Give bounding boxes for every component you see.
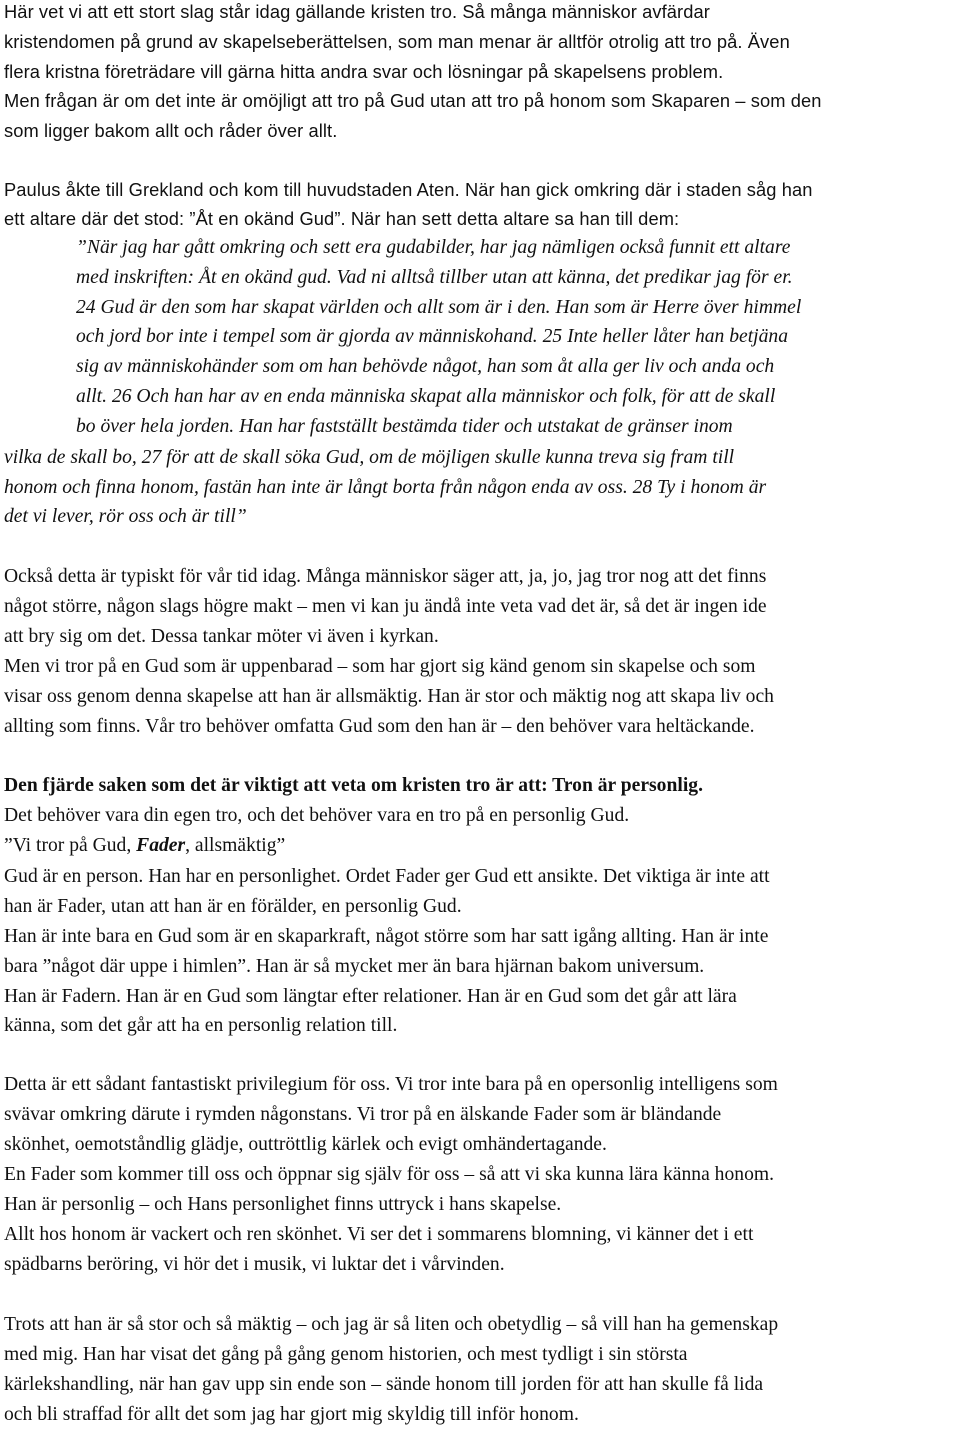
text-line: som ligger bakom allt och råder över allt.: [4, 120, 338, 141]
quote-line: vilka de skall bo, 27 för att de skall söka Gud, om de möjligen skulle kunna treva sig fram till: [4, 447, 735, 468]
text-line: Också detta är typiskt för vår tid idag. Många människor säger att, ja, jo, jag tror nog att det finns: [4, 566, 767, 587]
quote-line: ”När jag har gått omkring och sett era gudabilder, har jag nämligen också funnit ett altare: [76, 237, 791, 258]
text-line: Han är personlig – och Hans personlighet finns uttryck i hans skapelse.: [4, 1194, 562, 1215]
creed-emphasis: Fader: [136, 835, 186, 856]
text-line: Paulus åkte till Grekland och kom till huvudstaden Aten. När han gick omkring där i staden såg han: [4, 179, 813, 200]
text-line: Han är Fadern. Han är en Gud som längtar efter relationer. Han är en Gud som det går att lära: [4, 986, 737, 1007]
text-line: att bry sig om det. Dessa tankar möter vi även i kyrkan.: [4, 626, 439, 647]
text-line: han är Fader, utan att han är en förälder, en personlig Gud.: [4, 896, 462, 917]
creed-text-end: , allsmäktig”: [185, 835, 286, 856]
creed-text-start: ”Vi tror på Gud,: [4, 835, 137, 856]
text-line: Trots att han är så stor och så mäktig – och jag är så liten och obetydlig – så vill han ha gemenskap: [4, 1314, 779, 1335]
text-line: något större, någon slags högre makt – men vi kan ju ändå inte veta vad det är, så det är ingen ide: [4, 596, 767, 617]
text-line: bara ”något där uppe i himlen”. Han är så mycket mer än bara hjärnan bakom universum.: [4, 956, 705, 977]
text-line: svävar omkring därute i rymden någonstans. Vi tror på en älskande Fader som är bländande: [4, 1104, 722, 1125]
text-line: Gud är en person. Han har en personlighet. Ordet Fader ger Gud ett ansikte. Det viktiga är inte att: [4, 866, 770, 887]
text-line: visar oss genom denna skapelse att han är allsmäktig. Han är stor och mäktig nog att skapa liv och: [4, 686, 774, 707]
text-line: spädbarns beröring, vi hör det i musik, vi luktar det i vårvinden.: [4, 1254, 505, 1275]
text-line: Men frågan är om det inte är omöjligt att tro på Gud utan att tro på honom som Skaparen – som den: [4, 90, 822, 111]
text-line: allting som finns. Vår tro behöver omfatta Gud som den han är – den behöver vara heltäckande.: [4, 716, 755, 737]
text-line: En Fader som kommer till oss och öppnar sig själv för oss – så att vi ska kunna lära känna honom.: [4, 1164, 775, 1185]
text-line: Allt hos honom är vackert och ren skönhet. Vi ser det i sommarens blomning, vi känner det i ett: [4, 1224, 754, 1245]
text-line: skönhet, oemotståndlig glädje, outtröttlig kärlek och evigt omhändertagande.: [4, 1134, 607, 1155]
text-line: Här vet vi att ett stort slag står idag gällande kristen tro. Så många människor avfärdar: [4, 1, 710, 22]
quote-line: 24 Gud är den som har skapat världen och allt som är i den. Han som är Herre över himmel: [76, 297, 802, 318]
text-line: med mig. Han har visat det gång på gång genom historien, och mest tydligt i sin största: [4, 1344, 688, 1365]
creed-line: [4, 831, 285, 861]
quote-line: och jord bor inte i tempel som är gjorda av människohand. 25 Inte heller låter han betjäna: [76, 326, 789, 347]
quote-line: honom och finna honom, fastän han inte är långt borta från någon enda av oss. 28 Ty i honom är: [4, 477, 767, 498]
text-line: Han är inte bara en Gud som är en skaparkraft, något större som har satt igång allting. Han är inte: [4, 926, 769, 947]
text-line: Men vi tror på en Gud som är uppenbarad – som har gjort sig känd genom sin skapelse och som: [4, 656, 756, 677]
quote-line: det vi lever, rör oss och är till”: [4, 506, 247, 527]
text-line: kristendomen på grund av skapelseberättelsen, som man menar är alltför otrolig att tro på. Även: [4, 31, 790, 52]
quote-line: bo över hela jorden. Han har fastställt bestämda tider och utstakat de gränser inom: [76, 416, 733, 437]
quote-line: sig av människohänder som om han behövde något, han som åt alla ger liv och anda och: [76, 356, 775, 377]
text-line: känna, som det går att ha en personlig relation till.: [4, 1015, 398, 1036]
text-line: kärlekshandling, när han gav upp sin ende son – sände honom till jorden för att han skulle få lida: [4, 1374, 764, 1395]
text-line: ett altare där det stod: ”Åt en okänd Gud”. När han sett detta altare sa han till dem:: [4, 208, 680, 229]
quote-line: med inskriften: Åt en okänd gud. Vad ni alltså tillber utan att känna, det predikar jag för er.: [76, 267, 793, 288]
text-line: flera kristna företrädare vill gärna hitta andra svar och lösningar på skapelsens problem.: [4, 61, 724, 82]
quote-line: allt. 26 Och han har av en enda människa skapat alla människor och folk, för att de skall: [76, 386, 776, 407]
text-line: Detta är ett sådant fantastiskt privilegium för oss. Vi tror inte bara på en opersonlig intelligens som: [4, 1074, 778, 1095]
text-line: och bli straffad för allt det som jag har gjort mig skyldig till inför honom.: [4, 1404, 579, 1425]
section-heading: Den fjärde saken som det är viktigt att veta om kristen tro är att: Tron är personlig.: [4, 775, 703, 796]
text-line: Det behöver vara din egen tro, och det behöver vara en tro på en personlig Gud.: [4, 805, 630, 826]
